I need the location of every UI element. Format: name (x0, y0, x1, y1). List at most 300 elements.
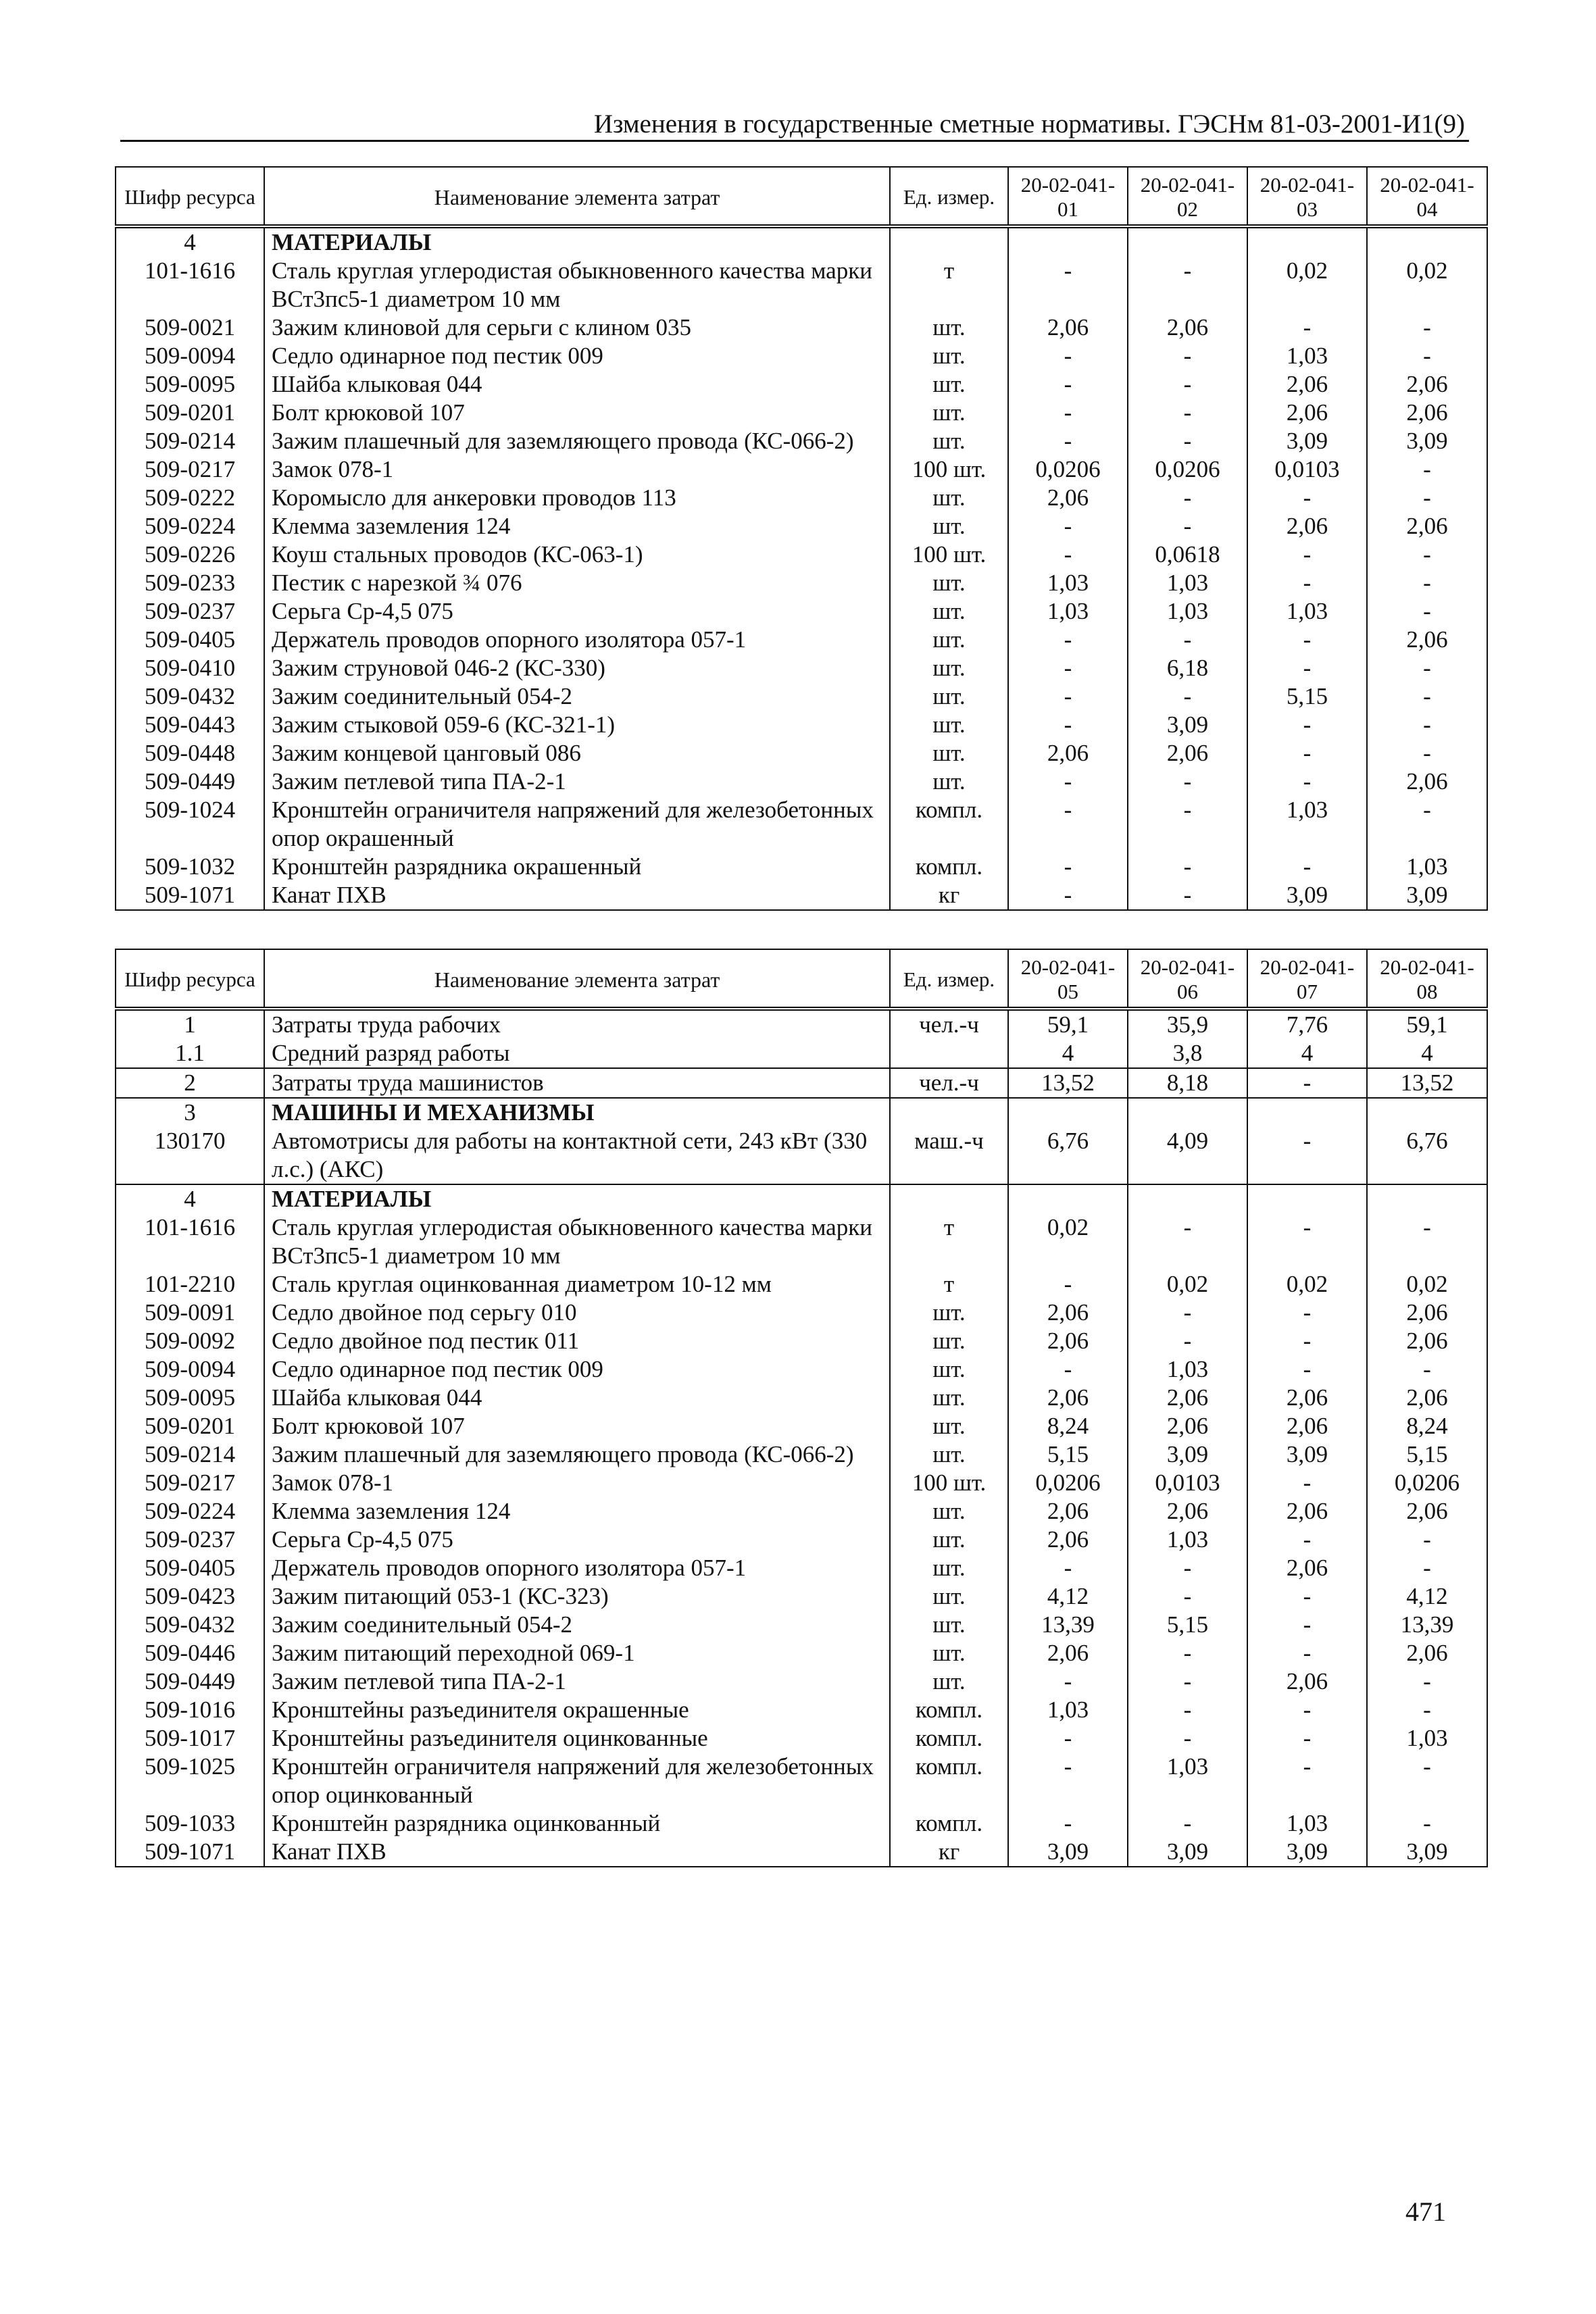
unit: шт. (890, 342, 1008, 370)
value-cell: 3,09 (1008, 1838, 1128, 1867)
value-cell: - (1367, 711, 1487, 739)
value-cell: 1,03 (1247, 796, 1367, 853)
unit: шт. (890, 597, 1008, 626)
value-cell: - (1128, 1696, 1247, 1724)
unit: компл. (890, 1696, 1008, 1724)
value-cell: - (1247, 1753, 1367, 1809)
value-cell: 0,0206 (1128, 455, 1247, 484)
value-cell: 2,06 (1008, 1497, 1128, 1526)
table-row (116, 626, 1487, 654)
header-name: Наименование элемента затрат (264, 167, 890, 226)
value-cell: 7,76 (1247, 1009, 1367, 1039)
value-cell: 3,09 (1247, 1838, 1367, 1867)
value-cell: 2,06 (1247, 1384, 1367, 1412)
table-row (116, 1213, 1487, 1270)
resource-code: 130170 (116, 1127, 264, 1184)
value-cell: - (1247, 1127, 1367, 1184)
value-cell: - (1367, 1355, 1487, 1384)
unit: компл. (890, 1753, 1008, 1809)
resource-code: 509-0448 (116, 739, 264, 768)
value-cell: - (1008, 626, 1128, 654)
value-cell: 2,06 (1008, 739, 1128, 768)
value-cell: - (1247, 1582, 1367, 1611)
resource-name: Зажим плашечный для заземляющего провода (КС-066-2) (264, 427, 890, 455)
resource-code: 509-0423 (116, 1582, 264, 1611)
unit: т (890, 1213, 1008, 1270)
header-col-2: 20-02-041-02 (1128, 167, 1247, 226)
unit: т (890, 257, 1008, 313)
value-cell: - (1247, 1299, 1367, 1327)
value-cell: - (1008, 682, 1128, 711)
unit: шт. (890, 1582, 1008, 1611)
value-cell: - (1008, 1724, 1128, 1753)
header-col-3: 20-02-041-03 (1247, 167, 1367, 226)
value-cell: - (1008, 1667, 1128, 1696)
value-cell: 1,03 (1128, 1526, 1247, 1554)
unit: шт. (890, 569, 1008, 597)
table-row (116, 257, 1487, 313)
value-cell: 1,03 (1128, 597, 1247, 626)
table-row (116, 1299, 1487, 1327)
unit: шт. (890, 399, 1008, 427)
table-row (116, 1039, 1487, 1068)
value-cell (1247, 226, 1367, 257)
value-cell: 1,03 (1247, 342, 1367, 370)
unit: шт. (890, 1440, 1008, 1469)
table1-header (116, 167, 1487, 226)
resource-code: 509-0092 (116, 1327, 264, 1355)
resource-name: Шайба клыковая 044 (264, 1384, 890, 1412)
resource-name: Седло двойное под серьгу 010 (264, 1299, 890, 1327)
value-cell: - (1247, 1639, 1367, 1667)
value-cell: 35,9 (1128, 1009, 1247, 1039)
value-cell: 0,0206 (1008, 1469, 1128, 1497)
resource-code: 509-0021 (116, 313, 264, 342)
table-row (116, 1753, 1487, 1809)
resource-name: Зажим питающий переходной 069-1 (264, 1639, 890, 1667)
value-cell: - (1008, 257, 1128, 313)
table-row (116, 1724, 1487, 1753)
table-row (116, 768, 1487, 796)
value-cell: - (1128, 1724, 1247, 1753)
resource-code: 101-1616 (116, 257, 264, 313)
table-row (116, 654, 1487, 682)
table-row (116, 1809, 1487, 1838)
value-cell: - (1128, 1667, 1247, 1696)
value-cell: - (1247, 1068, 1367, 1098)
table-row (116, 455, 1487, 484)
resource-code: 509-0405 (116, 1554, 264, 1582)
value-cell: - (1367, 739, 1487, 768)
value-cell: - (1247, 313, 1367, 342)
value-cell: 1,03 (1128, 1753, 1247, 1809)
value-cell: 2,06 (1247, 1554, 1367, 1582)
header-col-8: 20-02-041-08 (1367, 949, 1487, 1009)
value-cell: 2,06 (1008, 313, 1128, 342)
value-cell: - (1128, 342, 1247, 370)
unit: компл. (890, 1809, 1008, 1838)
value-cell (1128, 1098, 1247, 1127)
unit: компл. (890, 1724, 1008, 1753)
value-cell: 6,76 (1367, 1127, 1487, 1184)
value-cell: 0,0103 (1128, 1469, 1247, 1497)
unit: шт. (890, 654, 1008, 682)
running-header: Изменения в государственные сметные нормативы. ГЭСНм 81-03-2001-И1(9) (120, 107, 1469, 142)
value-cell: - (1128, 1213, 1247, 1270)
resource-name: Коуш стальных проводов (КС-063-1) (264, 540, 890, 569)
value-cell: 2,06 (1247, 1497, 1367, 1526)
table2-header (116, 949, 1487, 1009)
resource-name: Сталь круглая углеродистая обыкновенного качества марки ВСт3пс5-1 диаметром 10 мм (264, 257, 890, 313)
unit: шт. (890, 1526, 1008, 1554)
value-cell: - (1128, 768, 1247, 796)
value-cell: 3,8 (1128, 1039, 1247, 1068)
value-cell: 0,02 (1367, 1270, 1487, 1299)
resource-code: 509-0443 (116, 711, 264, 739)
value-cell: - (1008, 342, 1128, 370)
header-unit: Ед. измер. (890, 167, 1008, 226)
value-cell: 3,09 (1128, 1838, 1247, 1867)
value-cell: 59,1 (1367, 1009, 1487, 1039)
unit: шт. (890, 512, 1008, 540)
section-row (116, 1098, 1487, 1127)
value-cell (1367, 1184, 1487, 1213)
value-cell: 1,03 (1008, 597, 1128, 626)
resource-name: Седло одинарное под пестик 009 (264, 1355, 890, 1384)
value-cell: 2,06 (1247, 370, 1367, 399)
table-row (116, 1270, 1487, 1299)
value-cell: - (1128, 682, 1247, 711)
value-cell: 2,06 (1367, 1497, 1487, 1526)
resource-name: Зажим петлевой типа ПА-2-1 (264, 768, 890, 796)
value-cell: - (1247, 1213, 1367, 1270)
unit: кг (890, 1838, 1008, 1867)
unit (890, 1184, 1008, 1213)
resource-code: 509-0237 (116, 1526, 264, 1554)
table-row (116, 1639, 1487, 1667)
value-cell: 3,09 (1367, 881, 1487, 910)
value-cell: 0,0103 (1247, 455, 1367, 484)
value-cell: - (1128, 881, 1247, 910)
value-cell: - (1128, 796, 1247, 853)
table-row (116, 1009, 1487, 1039)
unit: компл. (890, 796, 1008, 853)
value-cell: - (1367, 1554, 1487, 1582)
value-cell: - (1247, 711, 1367, 739)
unit: шт. (890, 313, 1008, 342)
value-cell (1128, 226, 1247, 257)
resource-code: 4 (116, 1184, 264, 1213)
value-cell (1008, 226, 1128, 257)
value-cell (1008, 1098, 1128, 1127)
resource-code: 509-0094 (116, 342, 264, 370)
resource-name: Зажим струновой 046-2 (КС-330) (264, 654, 890, 682)
resource-code: 509-0217 (116, 455, 264, 484)
resource-name: Канат ПХВ (264, 1838, 890, 1867)
unit: шт. (890, 1355, 1008, 1384)
section-row (116, 1184, 1487, 1213)
unit: шт. (890, 484, 1008, 512)
value-cell: - (1128, 1582, 1247, 1611)
table-row (116, 1127, 1487, 1184)
resource-name: Замок 078-1 (264, 455, 890, 484)
table-row (116, 1554, 1487, 1582)
value-cell: 5,15 (1367, 1440, 1487, 1469)
resource-name: Затраты труда машинистов (264, 1068, 890, 1098)
resource-name: Пестик с нарезкой ¾ 076 (264, 569, 890, 597)
unit (890, 226, 1008, 257)
resource-code: 509-0095 (116, 370, 264, 399)
table-row (116, 1696, 1487, 1724)
value-cell: - (1247, 484, 1367, 512)
value-cell: 2,06 (1128, 313, 1247, 342)
resource-name: Зажим плашечный для заземляющего провода (КС-066-2) (264, 1440, 890, 1469)
resource-code: 509-0201 (116, 399, 264, 427)
table-row (116, 1384, 1487, 1412)
resource-code: 509-0091 (116, 1299, 264, 1327)
value-cell: - (1247, 654, 1367, 682)
page-number: 471 (1405, 2196, 1446, 2227)
table1-body (116, 226, 1487, 910)
value-cell: 5,15 (1008, 1440, 1128, 1469)
resource-name: Седло двойное под пестик 011 (264, 1327, 890, 1355)
resource-name: Кронштейны разъединителя окрашенные (264, 1696, 890, 1724)
resource-name: МАТЕРИАЛЫ (264, 226, 890, 257)
unit: шт. (890, 1611, 1008, 1639)
resource-name: Затраты труда рабочих (264, 1009, 890, 1039)
table-row (116, 370, 1487, 399)
unit: шт. (890, 1327, 1008, 1355)
table-row (116, 711, 1487, 739)
value-cell: 4,12 (1008, 1582, 1128, 1611)
value-cell: 2,06 (1367, 1327, 1487, 1355)
resource-name: Сталь круглая оцинкованная диаметром 10-12 мм (264, 1270, 890, 1299)
value-cell: 8,24 (1008, 1412, 1128, 1440)
table-row (116, 597, 1487, 626)
value-cell: - (1247, 1526, 1367, 1554)
value-cell: 1,03 (1367, 1724, 1487, 1753)
value-cell: - (1367, 682, 1487, 711)
table-row (116, 1469, 1487, 1497)
table-row (116, 1412, 1487, 1440)
resource-code: 509-1024 (116, 796, 264, 853)
table-row (116, 682, 1487, 711)
resource-name: Замок 078-1 (264, 1469, 890, 1497)
resource-name: Коромысло для анкеровки проводов 113 (264, 484, 890, 512)
resource-code: 509-0405 (116, 626, 264, 654)
table-row (116, 796, 1487, 853)
value-cell: - (1367, 597, 1487, 626)
resource-code: 509-0410 (116, 654, 264, 682)
value-cell: 2,06 (1008, 1639, 1128, 1667)
value-cell: - (1247, 768, 1367, 796)
section-row (116, 226, 1487, 257)
unit: кг (890, 881, 1008, 910)
value-cell: 2,06 (1367, 626, 1487, 654)
resource-code: 509-0449 (116, 1667, 264, 1696)
value-cell: - (1367, 313, 1487, 342)
table-row (116, 1327, 1487, 1355)
unit: 100 шт. (890, 1469, 1008, 1497)
value-cell: - (1008, 512, 1128, 540)
value-cell: 6,18 (1128, 654, 1247, 682)
unit: чел.-ч (890, 1068, 1008, 1098)
resource-code: 509-0224 (116, 1497, 264, 1526)
value-cell: - (1128, 512, 1247, 540)
table-row (116, 1838, 1487, 1867)
table-row (116, 1497, 1487, 1526)
table-row (116, 313, 1487, 342)
value-cell: - (1247, 540, 1367, 569)
resource-name: Клемма заземления 124 (264, 512, 890, 540)
resource-code: 509-0222 (116, 484, 264, 512)
value-cell: - (1367, 1667, 1487, 1696)
value-cell: 2,06 (1367, 1639, 1487, 1667)
value-cell: 2,06 (1008, 1327, 1128, 1355)
resource-name: Зажим соединительный 054-2 (264, 1611, 890, 1639)
value-cell: - (1008, 1753, 1128, 1809)
value-cell: 4 (1367, 1039, 1487, 1068)
resource-name: Зажим соединительный 054-2 (264, 682, 890, 711)
header-col-4: 20-02-041-04 (1367, 167, 1487, 226)
value-cell: 2,06 (1008, 1299, 1128, 1327)
header-col-5: 20-02-041-05 (1008, 949, 1128, 1009)
value-cell: - (1128, 626, 1247, 654)
value-cell: 0,02 (1008, 1213, 1128, 1270)
value-cell: - (1367, 1213, 1487, 1270)
table-row (116, 1440, 1487, 1469)
table-row (116, 399, 1487, 427)
header-name: Наименование элемента затрат (264, 949, 890, 1009)
value-cell: 3,09 (1247, 1440, 1367, 1469)
table-row (116, 1611, 1487, 1639)
value-cell: 2,06 (1367, 1299, 1487, 1327)
resource-code: 1 (116, 1009, 264, 1039)
value-cell: - (1008, 399, 1128, 427)
value-cell: 1,03 (1128, 569, 1247, 597)
table-row (116, 540, 1487, 569)
value-cell: - (1128, 427, 1247, 455)
unit: шт. (890, 370, 1008, 399)
resource-table-1 (115, 166, 1488, 911)
table2-body (116, 1009, 1487, 1867)
value-cell: - (1128, 399, 1247, 427)
resource-code: 509-1016 (116, 1696, 264, 1724)
value-cell: 0,02 (1247, 1270, 1367, 1299)
value-cell: - (1128, 1809, 1247, 1838)
table-row (116, 1355, 1487, 1384)
value-cell: 5,15 (1128, 1611, 1247, 1639)
table-row (116, 427, 1487, 455)
resource-name: Болт крюковой 107 (264, 1412, 890, 1440)
value-cell: 3,09 (1367, 427, 1487, 455)
value-cell: 0,0206 (1367, 1469, 1487, 1497)
resource-name: Средний разряд работы (264, 1039, 890, 1068)
resource-code: 509-0446 (116, 1639, 264, 1667)
unit: маш.-ч (890, 1127, 1008, 1184)
resource-code: 509-0449 (116, 768, 264, 796)
resource-code: 509-0432 (116, 1611, 264, 1639)
value-cell: 2,06 (1128, 1384, 1247, 1412)
value-cell (1367, 1098, 1487, 1127)
value-cell: - (1247, 739, 1367, 768)
resource-code: 101-2210 (116, 1270, 264, 1299)
resource-name: Кронштейн разрядника окрашенный (264, 853, 890, 881)
header-col-7: 20-02-041-07 (1247, 949, 1367, 1009)
value-cell: - (1247, 569, 1367, 597)
resource-code: 509-0233 (116, 569, 264, 597)
value-cell: - (1367, 1526, 1487, 1554)
resource-name: Зажим концевой цанговый 086 (264, 739, 890, 768)
value-cell (1247, 1098, 1367, 1127)
value-cell: 3,09 (1128, 711, 1247, 739)
resource-code: 509-0214 (116, 1440, 264, 1469)
table-row (116, 342, 1487, 370)
unit: шт. (890, 1667, 1008, 1696)
resource-name: Зажим питающий 053-1 (КС-323) (264, 1582, 890, 1611)
resource-name: МАШИНЫ И МЕХАНИЗМЫ (264, 1098, 890, 1127)
value-cell: 2,06 (1367, 512, 1487, 540)
value-cell: 1,03 (1008, 1696, 1128, 1724)
table-row (116, 853, 1487, 881)
value-cell: - (1008, 540, 1128, 569)
value-cell: - (1247, 853, 1367, 881)
table-row (116, 512, 1487, 540)
resource-name: Канат ПХВ (264, 881, 890, 910)
value-cell: 2,06 (1247, 1667, 1367, 1696)
value-cell: 2,06 (1008, 1526, 1128, 1554)
value-cell: 0,0206 (1008, 455, 1128, 484)
value-cell: 8,24 (1367, 1412, 1487, 1440)
value-cell: - (1367, 484, 1487, 512)
value-cell: - (1367, 1696, 1487, 1724)
resource-code: 509-0094 (116, 1355, 264, 1384)
resource-name: Сталь круглая углеродистая обыкновенного качества марки ВСт3пс5-1 диаметром 10 мм (264, 1213, 890, 1270)
resource-code: 101-1616 (116, 1213, 264, 1270)
resource-name: Зажим петлевой типа ПА-2-1 (264, 1667, 890, 1696)
resource-code: 509-1017 (116, 1724, 264, 1753)
value-cell: - (1008, 881, 1128, 910)
resource-code: 509-0224 (116, 512, 264, 540)
value-cell: - (1128, 853, 1247, 881)
value-cell: - (1367, 455, 1487, 484)
value-cell: - (1008, 654, 1128, 682)
value-cell (1128, 1184, 1247, 1213)
resource-name: Серьга Ср-4,5 075 (264, 597, 890, 626)
value-cell: 4 (1247, 1039, 1367, 1068)
resource-code: 3 (116, 1098, 264, 1127)
value-cell: 4 (1008, 1039, 1128, 1068)
unit: 100 шт. (890, 540, 1008, 569)
unit: шт. (890, 682, 1008, 711)
unit: чел.-ч (890, 1009, 1008, 1039)
table-row (116, 569, 1487, 597)
value-cell: 2,06 (1128, 1497, 1247, 1526)
value-cell: - (1247, 1469, 1367, 1497)
resource-name: Автомотрисы для работы на контактной сети, 243 кВт (330 л.с.) (АКС) (264, 1127, 890, 1184)
value-cell: - (1008, 1554, 1128, 1582)
value-cell: - (1008, 370, 1128, 399)
unit: шт. (890, 1412, 1008, 1440)
value-cell: - (1008, 768, 1128, 796)
value-cell (1008, 1184, 1128, 1213)
value-cell: 4,09 (1128, 1127, 1247, 1184)
unit (890, 1039, 1008, 1068)
unit: шт. (890, 739, 1008, 768)
resource-name: Шайба клыковая 044 (264, 370, 890, 399)
value-cell: 4,12 (1367, 1582, 1487, 1611)
value-cell: 2,06 (1247, 512, 1367, 540)
